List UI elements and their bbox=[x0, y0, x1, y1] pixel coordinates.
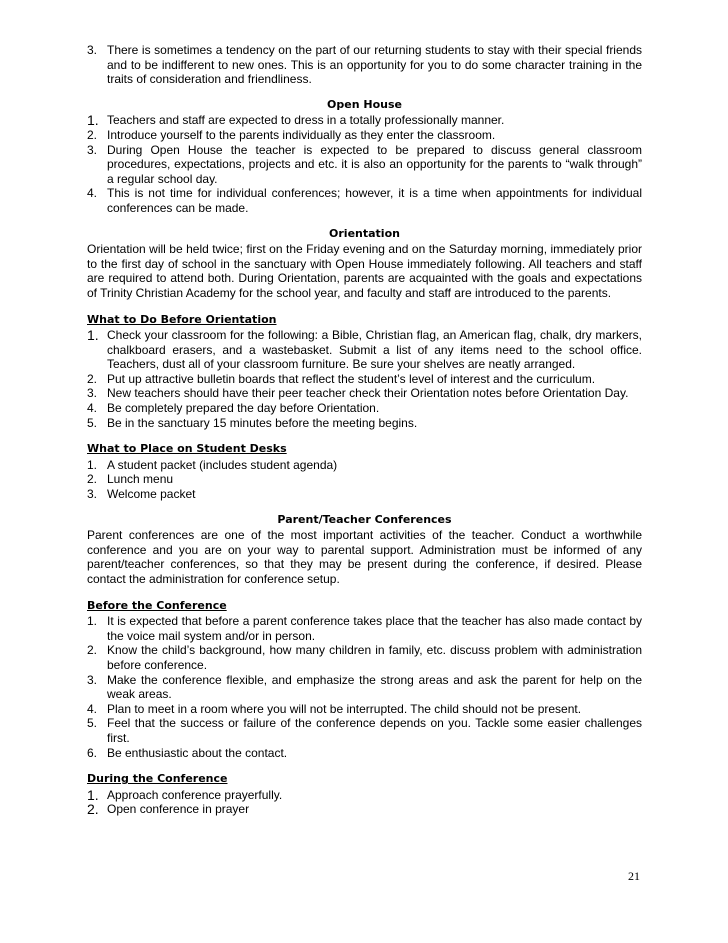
list-item bbox=[87, 386, 642, 401]
item-number: 1. bbox=[87, 786, 99, 803]
item-text: New teachers should have their peer teacher check their Orientation notes before Orientation Day. bbox=[107, 386, 629, 401]
list-item bbox=[87, 716, 642, 745]
item-number: 3. bbox=[87, 386, 98, 401]
conferences-heading: Parent/Teacher Conferences bbox=[277, 512, 452, 526]
item-number: 3. bbox=[87, 43, 98, 57]
list-item bbox=[87, 788, 642, 803]
item-text: Know the child’s background, how many children in family, etc. discuss problem with administration before conference. bbox=[107, 643, 642, 672]
item-text: Feel that the success or failure of the conference depends on you. Tackle some easier challenges first. bbox=[107, 716, 642, 745]
item-text: There is sometimes a tendency on the part of our returning students to stay with their special friends and to be indifferent to new ones. This is an opportunity for you to do some character training in the traits of consideration and friendliness. bbox=[107, 43, 642, 87]
item-text: Be in the sanctuary 15 minutes before the meeting begins. bbox=[107, 415, 418, 430]
list-item bbox=[87, 416, 642, 431]
item-number: 1. bbox=[87, 457, 98, 472]
orientation-paragraph: Orientation will be held twice; first on the Friday evening and on the Saturday morning, immediately prior to the first day of school in the sanctuary with Open House immediately following. All teachers and staff are required to attend both. During Orientation, parents are acquainted with the goals and expectations of Trinity Christian Academy for the school year, and faculty and staff are introduced to the parents. bbox=[87, 242, 642, 300]
list-item bbox=[87, 643, 642, 672]
item-number: 2. bbox=[87, 472, 98, 487]
item-number: 4. bbox=[87, 701, 98, 716]
orientation-heading: Orientation bbox=[329, 226, 400, 240]
returning-students-list bbox=[87, 43, 642, 87]
list-item bbox=[87, 614, 642, 643]
list-item bbox=[87, 702, 642, 717]
student-desks-heading: What to Place on Student Desks bbox=[87, 442, 287, 456]
item-text: Approach conference prayerfully. bbox=[107, 787, 283, 802]
list-item bbox=[87, 401, 642, 416]
list-item bbox=[87, 372, 642, 387]
before-conference-heading: Before the Conference bbox=[87, 598, 227, 612]
item-number: 1. bbox=[87, 327, 99, 344]
before-orientation-heading: What to Do Before Orientation bbox=[87, 312, 277, 326]
item-text: Plan to meet in a room where you will not be interrupted. The child should not be present. bbox=[107, 701, 582, 716]
item-number: 5. bbox=[87, 716, 98, 731]
item-text: Be enthusiastic about the contact. bbox=[107, 745, 288, 760]
list-item bbox=[87, 746, 642, 761]
item-text: Introduce yourself to the parents individually as they enter the classroom. bbox=[107, 127, 496, 142]
item-number: 5. bbox=[87, 415, 98, 430]
item-number: 2. bbox=[87, 127, 98, 142]
before-conference-list bbox=[87, 614, 642, 760]
list-item bbox=[87, 43, 642, 87]
list-item bbox=[87, 328, 642, 372]
item-number: 3. bbox=[87, 487, 98, 502]
list-item bbox=[87, 487, 642, 502]
before-orientation-list bbox=[87, 328, 642, 430]
during-conference-list bbox=[87, 788, 642, 817]
item-number: 4. bbox=[87, 401, 98, 416]
list-item bbox=[87, 143, 642, 187]
item-text: Welcome packet bbox=[107, 487, 196, 502]
item-number: 3. bbox=[87, 142, 98, 157]
page-number: 21 bbox=[628, 869, 640, 883]
item-text: Check your classroom for the following: a Bible, Christian flag, an American flag, chalk, dry markers, chalkboard erasers, and a wastebasket. Submit a list of any items need to the school office. Teachers, dust all of your classroom furniture. Be sure your shelves are neatly arranged. bbox=[107, 328, 642, 372]
item-number: 3. bbox=[87, 672, 98, 687]
student-desks-list bbox=[87, 458, 642, 502]
item-number: 2. bbox=[87, 801, 99, 818]
item-text: A student packet (includes student agenda) bbox=[107, 457, 338, 472]
open-house-heading: Open House bbox=[327, 97, 402, 111]
item-number: 2. bbox=[87, 643, 98, 658]
conferences-paragraph: Parent conferences are one of the most important activities of the teacher. Conduct a worthwhile conference and you are on your way to parental support. Administration must be informed of any parent/teacher conferences, so that they may be present during the conference, if desired. Please contact the administration for conference setup. bbox=[87, 528, 642, 586]
list-item bbox=[87, 128, 642, 143]
page-content bbox=[87, 43, 642, 817]
item-text: Teachers and staff are expected to dress in a totally professionally manner. bbox=[107, 113, 505, 128]
item-number: 1. bbox=[87, 112, 99, 129]
item-number: 2. bbox=[87, 371, 98, 386]
list-item bbox=[87, 673, 642, 702]
item-text: Put up attractive bulletin boards that reflect the student’s level of interest and the curriculum. bbox=[107, 371, 596, 386]
list-item bbox=[87, 186, 642, 215]
item-text: Lunch menu bbox=[107, 472, 174, 487]
item-text: Open conference in prayer bbox=[107, 802, 250, 817]
item-text: Be completely prepared the day before Orientation. bbox=[107, 401, 380, 416]
item-text: During Open House the teacher is expected to be prepared to discuss general classroom procedures, expectations, projects and etc. it is also an opportunity for the parents to “walk through” a regular school day. bbox=[107, 142, 642, 186]
item-number: 1. bbox=[87, 614, 98, 629]
list-item bbox=[87, 802, 642, 817]
item-number: 4. bbox=[87, 186, 98, 201]
during-conference-heading: During the Conference bbox=[87, 772, 228, 786]
list-item bbox=[87, 472, 642, 487]
list-item bbox=[87, 458, 642, 473]
open-house-list bbox=[87, 113, 642, 215]
list-item bbox=[87, 113, 642, 128]
item-text: Make the conference flexible, and emphasize the strong areas and ask the parent for help on the weak areas. bbox=[107, 672, 642, 702]
item-text: This is not time for individual conferences; however, it is a time when appointments for individual conferences can be made. bbox=[107, 186, 642, 215]
item-number: 6. bbox=[87, 745, 98, 760]
item-text: It is expected that before a parent conference takes place that the teacher has also made contact by the voice mail system and/or in person. bbox=[107, 614, 642, 643]
